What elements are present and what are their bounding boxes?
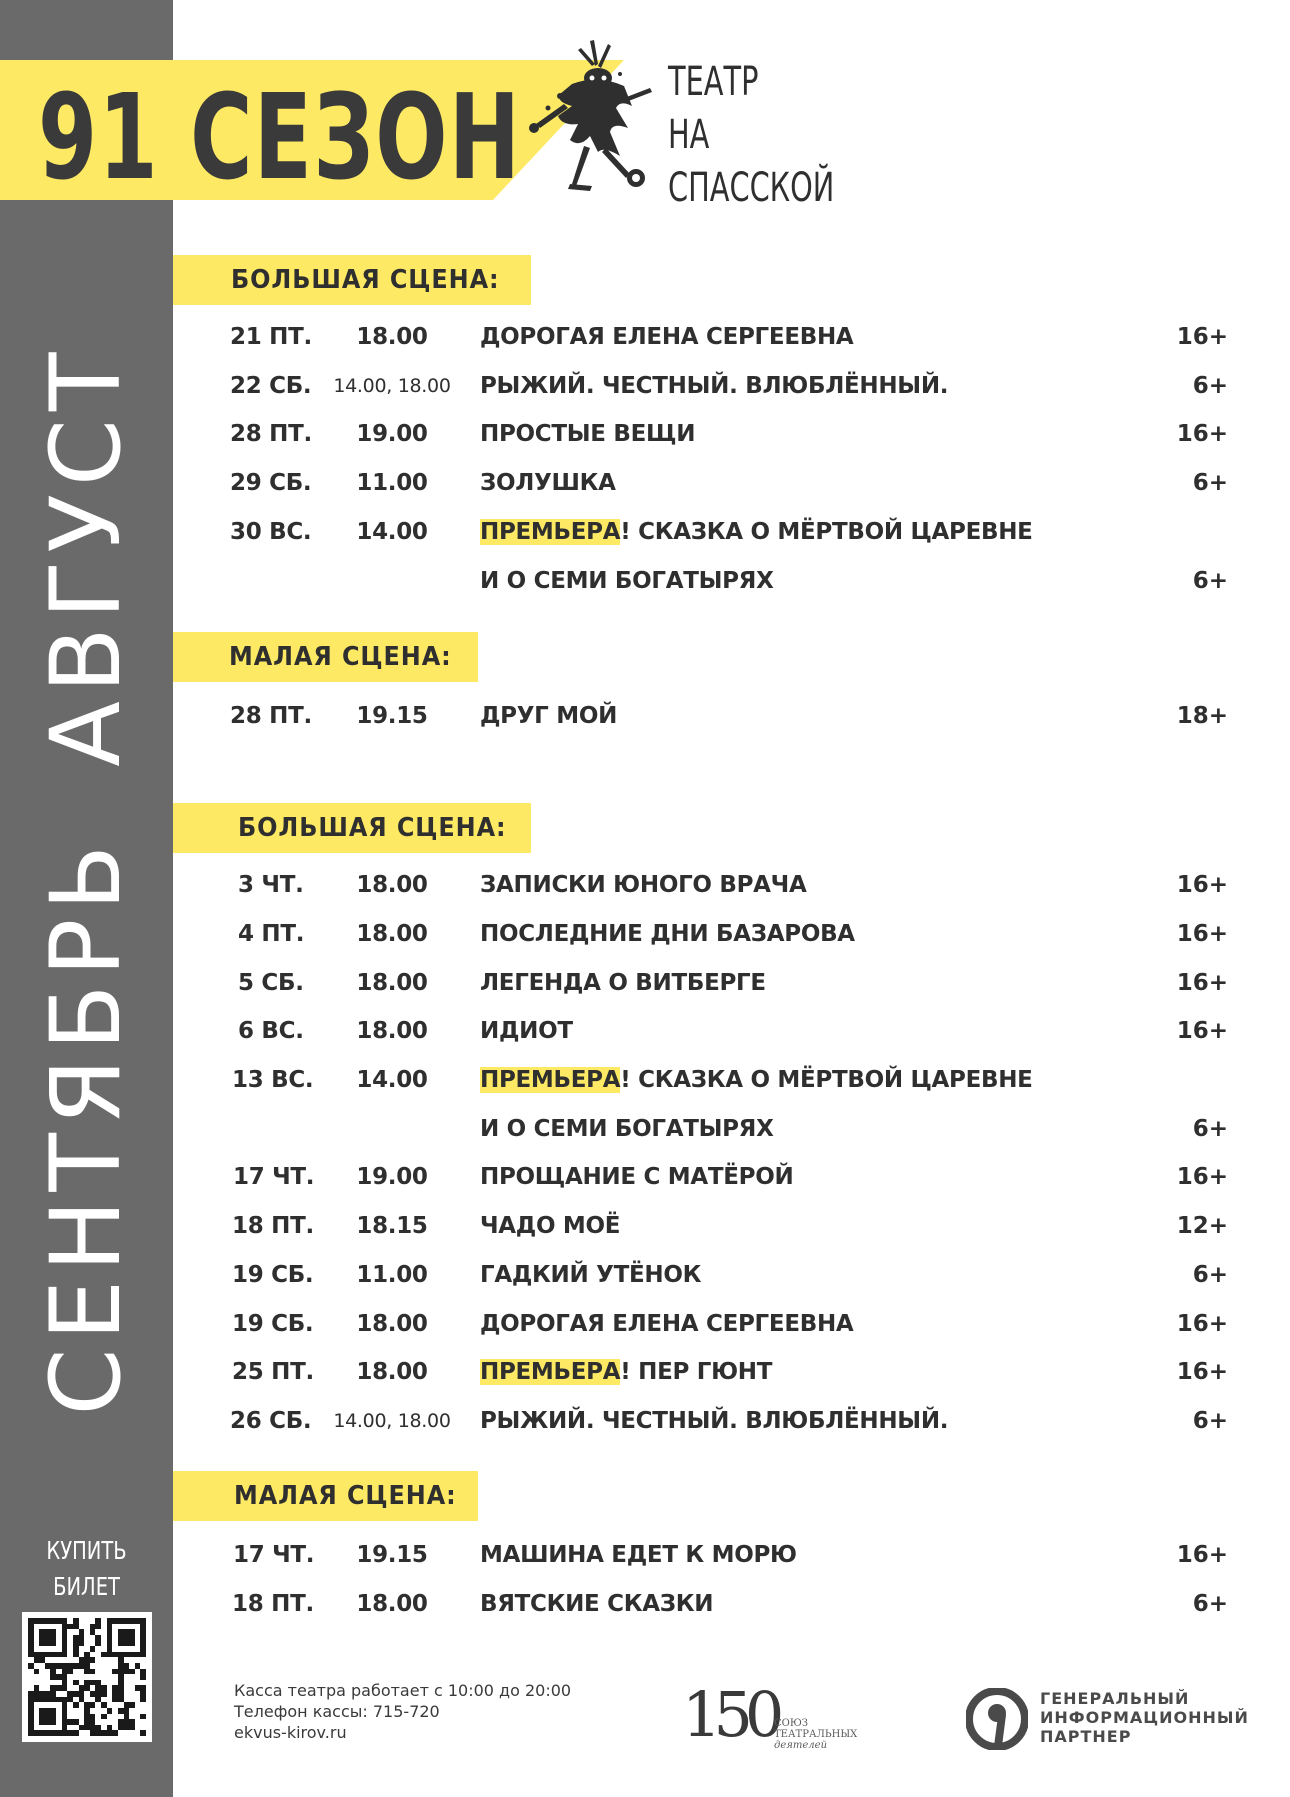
schedule-row xyxy=(0,1206,1290,1246)
row-title[interactable]: ВЯТСКИЕ СКАЗКИ xyxy=(480,1591,714,1617)
schedule-row xyxy=(0,366,1290,406)
row-title[interactable]: ЧАДО МОЁ xyxy=(480,1213,621,1239)
row-title[interactable]: РЫЖИЙ. ЧЕСТНЫЙ. ВЛЮБЛЁННЫЙ. xyxy=(480,373,949,399)
box-office-info xyxy=(234,1680,571,1743)
row-title-text: ! СКАЗКА О МЁРТВОЙ ЦАРЕВНЕ xyxy=(620,519,1033,545)
row-age: 16+ xyxy=(1176,1542,1228,1568)
row-title[interactable]: РЫЖИЙ. ЧЕСТНЫЙ. ВЛЮБЛЁННЫЙ. xyxy=(480,1408,949,1434)
row-age: 6+ xyxy=(1192,373,1228,399)
row-title[interactable]: ПРОСТЫЕ ВЕЩИ xyxy=(480,421,696,447)
row-time: 11.00 xyxy=(356,470,428,496)
row-time: 14.00, 18.00 xyxy=(333,375,451,397)
row-title[interactable]: ПРОЩАНИЕ С МАТЁРОЙ xyxy=(480,1164,794,1190)
row-time: 18.00 xyxy=(356,1018,428,1044)
row-time: 18.00 xyxy=(356,921,428,947)
row-time: 19.15 xyxy=(356,1542,428,1568)
row-time: 14.00 xyxy=(356,519,428,545)
row-title[interactable]: ДРУГ МОЙ xyxy=(480,703,618,729)
partner-9-icon xyxy=(966,1688,1028,1750)
row-title[interactable]: И О СЕМИ БОГАТЫРЯХ xyxy=(480,568,774,594)
row-day: 18 ПТ. xyxy=(232,1591,314,1617)
theatre-name-line1: ТЕАТР xyxy=(668,59,759,105)
row-day: 18 ПТ. xyxy=(232,1213,314,1239)
row-age: 12+ xyxy=(1176,1213,1228,1239)
row-title[interactable]: МАШИНА ЕДЕТ К МОРЮ xyxy=(480,1542,797,1568)
schedule-row xyxy=(0,1109,1290,1149)
row-day: 22 СБ. xyxy=(230,373,312,399)
premiere-highlight: ПРЕМЬЕРА xyxy=(480,1359,621,1385)
row-time: 11.00 xyxy=(356,1262,428,1288)
premiere-highlight: ПРЕМЬЕРА xyxy=(480,519,621,545)
schedule-row xyxy=(0,1304,1290,1344)
row-title[interactable] xyxy=(480,1352,1100,1392)
section-title-big-stage-august: БОЛЬШАЯ СЦЕНА: xyxy=(173,255,531,305)
row-title[interactable]: ЗОЛУШКА xyxy=(480,470,616,496)
row-time: 18.00 xyxy=(356,324,428,350)
row-day: 30 ВС. xyxy=(230,519,312,545)
row-age: 16+ xyxy=(1176,872,1228,898)
schedule-row xyxy=(0,1584,1290,1624)
row-title[interactable]: ПОСЛЕДНИЕ ДНИ БАЗАРОВА xyxy=(480,921,855,947)
row-age: 16+ xyxy=(1176,970,1228,996)
row-age: 6+ xyxy=(1192,1408,1228,1434)
row-age: 6+ xyxy=(1192,1116,1228,1142)
schedule-row xyxy=(0,963,1290,1003)
schedule-row xyxy=(0,317,1290,357)
row-age: 6+ xyxy=(1192,470,1228,496)
row-title-text: ! ПЕР ГЮНТ xyxy=(620,1359,773,1385)
schedule-row xyxy=(0,1060,1290,1100)
row-title[interactable]: ИДИОТ xyxy=(480,1018,573,1044)
box-office-hours: Касса театра работает с 10:00 до 20:00 xyxy=(234,1681,572,1700)
row-age: 18+ xyxy=(1176,703,1228,729)
theatre-name-line3: СПАССКОЙ xyxy=(668,165,835,211)
section-title-small-stage-august: МАЛАЯ СЦЕНА: xyxy=(173,632,478,682)
month-label-september: СЕНТЯБРЬ xyxy=(30,836,142,1416)
row-day: 17 ЧТ. xyxy=(233,1164,315,1190)
row-age: 16+ xyxy=(1176,1359,1228,1385)
schedule-row xyxy=(0,865,1290,905)
row-age: 16+ xyxy=(1176,921,1228,947)
row-time: 18.00 xyxy=(356,1359,428,1385)
row-day: 5 СБ. xyxy=(238,970,304,996)
row-time: 18.00 xyxy=(356,970,428,996)
schedule-row xyxy=(0,1157,1290,1197)
qr-code-icon[interactable] xyxy=(22,1612,152,1742)
season-title: 91 СЕЗОН xyxy=(38,68,522,206)
schedule-row xyxy=(0,414,1290,454)
schedule-row xyxy=(0,1401,1290,1441)
row-title[interactable] xyxy=(480,512,1100,552)
union-text-line3: деятелей xyxy=(774,1740,828,1751)
schedule-row xyxy=(0,914,1290,954)
premiere-highlight: ПРЕМЬЕРА xyxy=(480,1067,621,1093)
row-age: 16+ xyxy=(1176,1164,1228,1190)
row-title[interactable]: ЗАПИСКИ ЮНОГО ВРАЧА xyxy=(480,872,807,898)
row-day: 21 ПТ. xyxy=(230,324,312,350)
partner-text-line3: ПАРТНЕР xyxy=(1040,1727,1132,1746)
row-age: 16+ xyxy=(1176,324,1228,350)
row-time: 14.00 xyxy=(356,1067,428,1093)
row-title[interactable]: ГАДКИЙ УТЁНОК xyxy=(480,1262,702,1288)
row-time: 18.15 xyxy=(356,1213,428,1239)
row-age: 6+ xyxy=(1192,568,1228,594)
row-day: 28 ПТ. xyxy=(230,703,312,729)
partner-text-line1: ГЕНЕРАЛЬНЫЙ xyxy=(1040,1689,1190,1708)
month-label-august: АВГУСТ xyxy=(30,344,142,767)
row-day: 13 ВС. xyxy=(232,1067,314,1093)
row-age: 16+ xyxy=(1176,1018,1228,1044)
schedule-row xyxy=(0,1255,1290,1295)
row-age: 6+ xyxy=(1192,1591,1228,1617)
jester-figure-icon xyxy=(520,36,670,206)
row-day: 17 ЧТ. xyxy=(233,1542,315,1568)
row-age: 6+ xyxy=(1192,1262,1228,1288)
row-time: 18.00 xyxy=(356,872,428,898)
row-day: 3 ЧТ. xyxy=(238,872,304,898)
union-text-line2: ТЕАТРАЛЬНЫХ xyxy=(774,1729,858,1740)
row-time: 19.00 xyxy=(356,1164,428,1190)
row-time: 14.00, 18.00 xyxy=(333,1410,451,1432)
row-day: 28 ПТ. xyxy=(230,421,312,447)
schedule-row xyxy=(0,696,1290,736)
row-title[interactable]: И О СЕМИ БОГАТЫРЯХ xyxy=(480,1116,774,1142)
partner-text-line2: ИНФОРМАЦИОННЫЙ xyxy=(1040,1708,1249,1727)
row-title[interactable]: ДОРОГАЯ ЕЛЕНА СЕРГЕЕВНА xyxy=(480,324,854,350)
schedule-row xyxy=(0,463,1290,503)
theatre-name xyxy=(668,56,834,215)
row-day: 6 ВС. xyxy=(238,1018,304,1044)
row-title[interactable]: ЛЕГЕНДА О ВИТБЕРГЕ xyxy=(480,970,766,996)
section-title-big-stage-september: БОЛЬШАЯ СЦЕНА: xyxy=(173,803,531,853)
row-time: 18.00 xyxy=(356,1591,428,1617)
row-day: 19 СБ. xyxy=(232,1311,314,1337)
row-day: 4 ПТ. xyxy=(238,921,305,947)
row-title[interactable]: ДОРОГАЯ ЕЛЕНА СЕРГЕЕВНА xyxy=(480,1311,854,1337)
partner-text xyxy=(1040,1689,1249,1746)
schedule-row xyxy=(0,512,1290,552)
row-day: 19 СБ. xyxy=(232,1262,314,1288)
row-title-text: ! СКАЗКА О МЁРТВОЙ ЦАРЕВНЕ xyxy=(620,1067,1033,1093)
row-day: 29 СБ. xyxy=(230,470,312,496)
schedule-row xyxy=(0,1011,1290,1051)
schedule-row xyxy=(0,561,1290,601)
schedule-row xyxy=(0,1352,1290,1392)
row-day: 26 СБ. xyxy=(230,1408,312,1434)
row-time: 19.15 xyxy=(356,703,428,729)
row-title[interactable] xyxy=(480,1060,1100,1100)
row-age: 16+ xyxy=(1176,1311,1228,1337)
union-number: 150 xyxy=(682,1678,777,1751)
row-age: 16+ xyxy=(1176,421,1228,447)
box-office-phone[interactable]: Телефон кассы: 715-720 xyxy=(234,1702,440,1721)
row-time: 19.00 xyxy=(356,421,428,447)
section-title-small-stage-september: МАЛАЯ СЦЕНА: xyxy=(173,1471,478,1521)
theatre-name-line2: НА xyxy=(668,112,710,158)
row-time: 18.00 xyxy=(356,1311,428,1337)
union-text-line1: СОЮЗ xyxy=(774,1718,809,1729)
theatre-union-logo xyxy=(682,1678,862,1752)
website-link[interactable]: ekvus-kirov.ru xyxy=(234,1723,347,1742)
schedule-row xyxy=(0,1535,1290,1575)
qr-code-pattern xyxy=(28,1618,146,1736)
union-text xyxy=(774,1718,857,1751)
row-day: 25 ПТ. xyxy=(232,1359,314,1385)
buy-ticket-line1: КУПИТЬ БИЛЕТ xyxy=(46,1536,127,1601)
